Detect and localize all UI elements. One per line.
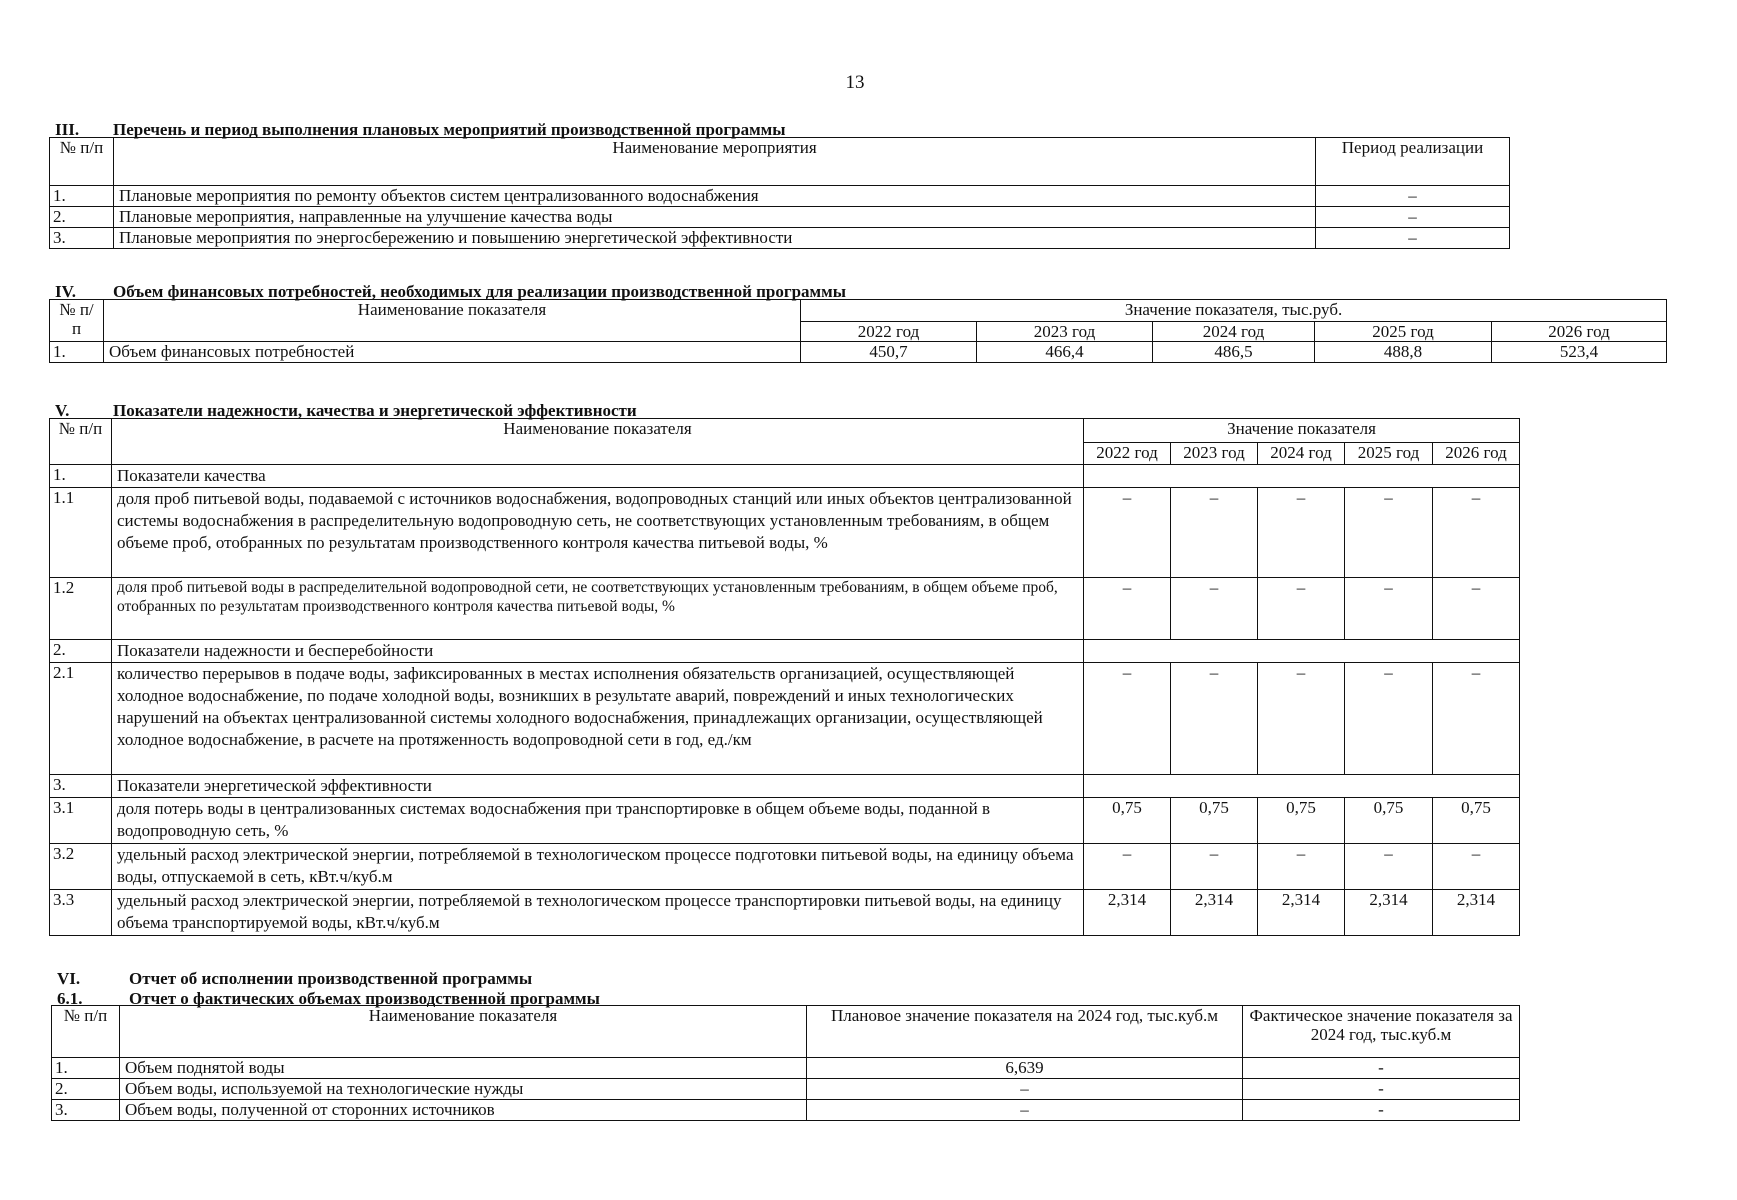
header-period: Период реализации — [1316, 138, 1510, 186]
row-value: – — [1258, 578, 1345, 640]
header-value: Значение показателя — [1084, 419, 1520, 443]
row-no: 1. — [52, 1058, 120, 1079]
row-no: 1. — [50, 186, 114, 207]
section-3-heading: Перечень и период выполнения плановых мероприятий производственной программы — [113, 120, 786, 139]
header-year: 2022 год — [801, 322, 977, 342]
header-no: № п/п — [50, 419, 112, 465]
header-no: № п/п — [50, 138, 114, 186]
table-row — [50, 342, 1667, 363]
header-year: 2022 год — [1084, 443, 1171, 465]
row-name: Объем воды, используемой на технологические нужды — [120, 1079, 807, 1100]
header-plan: Плановое значение показателя на 2024 год, тыс.куб.м — [807, 1006, 1243, 1058]
table-header-row — [50, 419, 1520, 443]
table-row — [50, 663, 1520, 775]
row-value: 466,4 — [977, 342, 1153, 363]
header-year: 2025 год — [1345, 443, 1433, 465]
row-value: 523,4 — [1492, 342, 1667, 363]
header-year: 2026 год — [1492, 322, 1667, 342]
section-6-title — [57, 970, 532, 988]
row-value: – — [1345, 488, 1433, 578]
header-year: 2023 год — [977, 322, 1153, 342]
row-no: 2. — [50, 640, 112, 663]
row-value: – — [1433, 578, 1520, 640]
row-value: – — [1258, 844, 1345, 890]
row-value: – — [1084, 663, 1171, 775]
row-value: 2,314 — [1084, 890, 1171, 936]
table-row — [52, 1079, 1520, 1100]
section-5-heading: Показатели надежности, качества и энергетической эффективности — [113, 401, 637, 420]
row-value: 0,75 — [1433, 798, 1520, 844]
row-fact: - — [1243, 1100, 1520, 1121]
table-row — [50, 207, 1510, 228]
row-no: 3. — [52, 1100, 120, 1121]
header-name: Наименование показателя — [120, 1006, 807, 1058]
row-empty — [1084, 465, 1520, 488]
section-6-table — [51, 1005, 1520, 1121]
table-header-row — [52, 1006, 1520, 1058]
table-header-row — [50, 138, 1510, 186]
section-4-table — [49, 299, 1667, 363]
row-no: 2.1 — [50, 663, 112, 775]
table-row — [52, 1100, 1520, 1121]
section-6-heading: Отчет об исполнении производственной программы — [129, 969, 533, 988]
header-year: 2026 год — [1433, 443, 1520, 465]
row-value: 2,314 — [1345, 890, 1433, 936]
row-no: 3.3 — [50, 890, 112, 936]
row-value: – — [1433, 488, 1520, 578]
row-value: 0,75 — [1171, 798, 1258, 844]
row-value: 450,7 — [801, 342, 977, 363]
section-4-number: IV. — [55, 282, 76, 301]
table-row — [50, 578, 1520, 640]
header-no: № п/п — [52, 1006, 120, 1058]
section-6-number: VI. — [57, 969, 81, 988]
row-no: 1. — [50, 465, 112, 488]
row-name: Показатели надежности и бесперебойности — [112, 640, 1084, 663]
row-plan: – — [807, 1079, 1243, 1100]
section-3-table — [49, 137, 1510, 249]
row-fact: - — [1243, 1079, 1520, 1100]
header-year: 2023 год — [1171, 443, 1258, 465]
header-fact: Фактическое значение показателя за 2024 год, тыс.куб.м — [1243, 1006, 1520, 1058]
row-value: – — [1171, 488, 1258, 578]
row-name: удельный расход электрической энергии, потребляемой в технологическом процессе транспортировки питьевой воды, на единицу объема транспортируемой воды, кВт.ч/куб.м — [112, 890, 1084, 936]
table-row — [50, 844, 1520, 890]
row-no: 3. — [50, 228, 114, 249]
row-empty — [1084, 640, 1520, 663]
row-name: доля проб питьевой воды в распределительной водопроводной сети, не соответствующих установленным требованиям, в общем объеме проб, отобранных по результатам производственного контроля качества питьевой воды, % — [112, 578, 1084, 640]
row-no: 2. — [52, 1079, 120, 1100]
row-name: Показатели энергетической эффективности — [112, 775, 1084, 798]
table-group-row — [50, 640, 1520, 663]
row-period: – — [1316, 186, 1510, 207]
row-no: 3.1 — [50, 798, 112, 844]
header-year: 2024 год — [1258, 443, 1345, 465]
header-value: Значение показателя, тыс.руб. — [801, 300, 1667, 322]
row-value: 2,314 — [1171, 890, 1258, 936]
row-value: – — [1345, 578, 1433, 640]
row-value: – — [1433, 844, 1520, 890]
header-name: Наименование мероприятия — [114, 138, 1316, 186]
header-name: Наименование показателя — [104, 300, 801, 342]
row-value: – — [1171, 578, 1258, 640]
row-name: количество перерывов в подаче воды, зафиксированных в местах исполнения обязательств организацией, осуществляющей холодное водоснабжение, по подаче холодной воды, возникших в результате аварий, повреждений и иных технологических нарушений на объектах централизованной системы холодного водоснабжения, принадлежащих организации, осуществляющей холодное водоснабжение, в расчете на протяженность водопроводной сети в год, ед./км — [112, 663, 1084, 775]
row-no: 2. — [50, 207, 114, 228]
table-group-row — [50, 775, 1520, 798]
row-name: Показатели качества — [112, 465, 1084, 488]
header-year: 2024 год — [1153, 322, 1315, 342]
row-empty — [1084, 775, 1520, 798]
row-value: – — [1345, 663, 1433, 775]
row-value: – — [1345, 844, 1433, 890]
row-no: 3. — [50, 775, 112, 798]
table-row — [50, 228, 1510, 249]
row-name: удельный расход электрической энергии, потребляемой в технологическом процессе подготовки питьевой воды, на единицу объема воды, отпускаемой в сеть, кВт.ч/куб.м — [112, 844, 1084, 890]
table-group-row — [50, 465, 1520, 488]
row-name: Объем поднятой воды — [120, 1058, 807, 1079]
table-row — [50, 186, 1510, 207]
header-year: 2025 год — [1315, 322, 1492, 342]
table-row — [52, 1058, 1520, 1079]
row-value: – — [1084, 578, 1171, 640]
row-name: доля потерь воды в централизованных системах водоснабжения при транспортировке в общем объеме воды, поданной в водопроводную сеть, % — [112, 798, 1084, 844]
section-4-heading: Объем финансовых потребностей, необходимых для реализации производственной программы — [113, 282, 846, 301]
section-5-number: V. — [55, 401, 70, 420]
header-no: № п/п — [50, 300, 104, 342]
table-row — [50, 798, 1520, 844]
row-value: 0,75 — [1084, 798, 1171, 844]
table-row — [50, 890, 1520, 936]
table-row — [50, 488, 1520, 578]
row-name: Объем воды, полученной от сторонних источников — [120, 1100, 807, 1121]
row-name: Объем финансовых потребностей — [104, 342, 801, 363]
page-number: 13 — [845, 72, 865, 93]
row-value: – — [1258, 488, 1345, 578]
row-value: 486,5 — [1153, 342, 1315, 363]
row-value: – — [1084, 488, 1171, 578]
row-period: – — [1316, 207, 1510, 228]
row-no: 1. — [50, 342, 104, 363]
row-value: – — [1084, 844, 1171, 890]
header-name: Наименование показателя — [112, 419, 1084, 465]
row-value: 0,75 — [1345, 798, 1433, 844]
row-plan: – — [807, 1100, 1243, 1121]
section-6-1-heading: Отчет о фактических объемах производственной программы — [129, 989, 600, 1008]
row-name: Плановые мероприятия по энергосбережению и повышению энергетической эффективности — [114, 228, 1316, 249]
section-3-number: III. — [55, 120, 80, 139]
row-name: доля проб питьевой воды, подаваемой с источников водоснабжения, водопроводных станций или иных объектов централизованной системы водоснабжения в распределительную водопроводную сеть, не соответствующих установленным требованиям, в общем объеме проб, отобранных по результатам производственного контроля качества питьевой воды, % — [112, 488, 1084, 578]
row-fact: - — [1243, 1058, 1520, 1079]
row-period: – — [1316, 228, 1510, 249]
row-name: Плановые мероприятия по ремонту объектов систем централизованного водоснабжения — [114, 186, 1316, 207]
table-header-row — [50, 300, 1667, 322]
section-6-1-number: 6.1. — [57, 989, 83, 1008]
row-name: Плановые мероприятия, направленные на улучшение качества воды — [114, 207, 1316, 228]
row-no: 1.1 — [50, 488, 112, 578]
row-value: 0,75 — [1258, 798, 1345, 844]
row-value: 2,314 — [1433, 890, 1520, 936]
row-value: 488,8 — [1315, 342, 1492, 363]
row-value: – — [1258, 663, 1345, 775]
row-value: 2,314 — [1258, 890, 1345, 936]
section-5-table — [49, 418, 1520, 936]
row-no: 1.2 — [50, 578, 112, 640]
row-plan: 6,639 — [807, 1058, 1243, 1079]
row-no: 3.2 — [50, 844, 112, 890]
row-value: – — [1433, 663, 1520, 775]
row-value: – — [1171, 663, 1258, 775]
row-value: – — [1171, 844, 1258, 890]
